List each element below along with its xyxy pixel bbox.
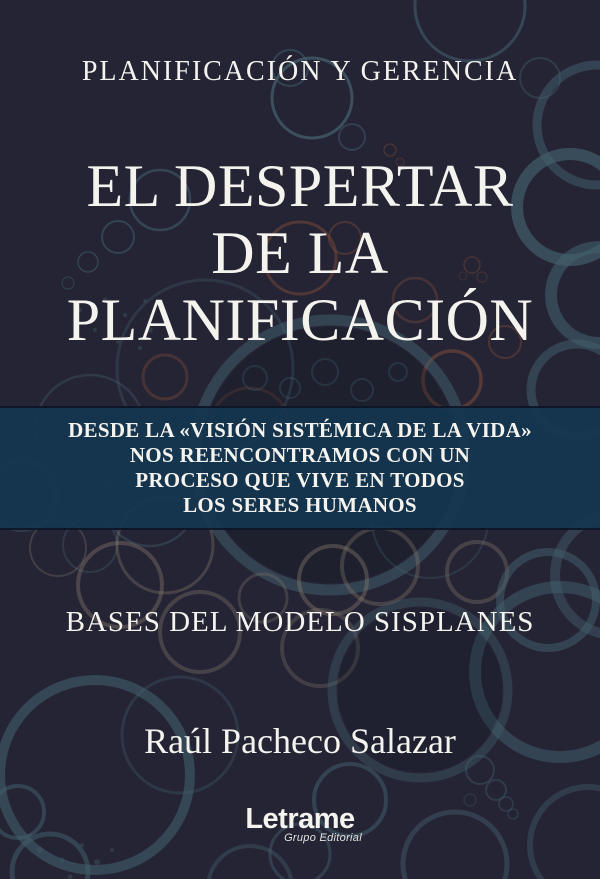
book-title-line-2: DE LA	[211, 220, 389, 286]
subtitle-banner	[0, 406, 600, 530]
book-title-line-1: EL DESPERTAR	[86, 153, 514, 219]
publisher-tagline: Grupo Editorial	[284, 832, 362, 844]
publisher-name: Letrame	[245, 803, 355, 835]
banner-line-4: LOS SERES HUMANOS	[183, 493, 417, 517]
publisher-logo	[0, 804, 600, 844]
model-subtitle: BASES DEL MODELO SISPLANES	[65, 606, 535, 638]
banner-line-1: DESDE LA «VISIÓN SISTÉMICA DE LA VIDA»	[68, 418, 532, 442]
book-title-line-3: PLANIFICACIÓN	[66, 287, 534, 353]
book-title	[0, 153, 600, 354]
author-name: Raúl Pacheco Salazar	[144, 721, 456, 761]
series-title: PLANIFICACIÓN Y GERENCIA	[81, 56, 519, 87]
banner-line-3: PROCESO QUE VIVE EN TODOS	[135, 468, 465, 492]
banner-line-2: NOS REENCONTRAMOS CON UN	[129, 443, 471, 467]
